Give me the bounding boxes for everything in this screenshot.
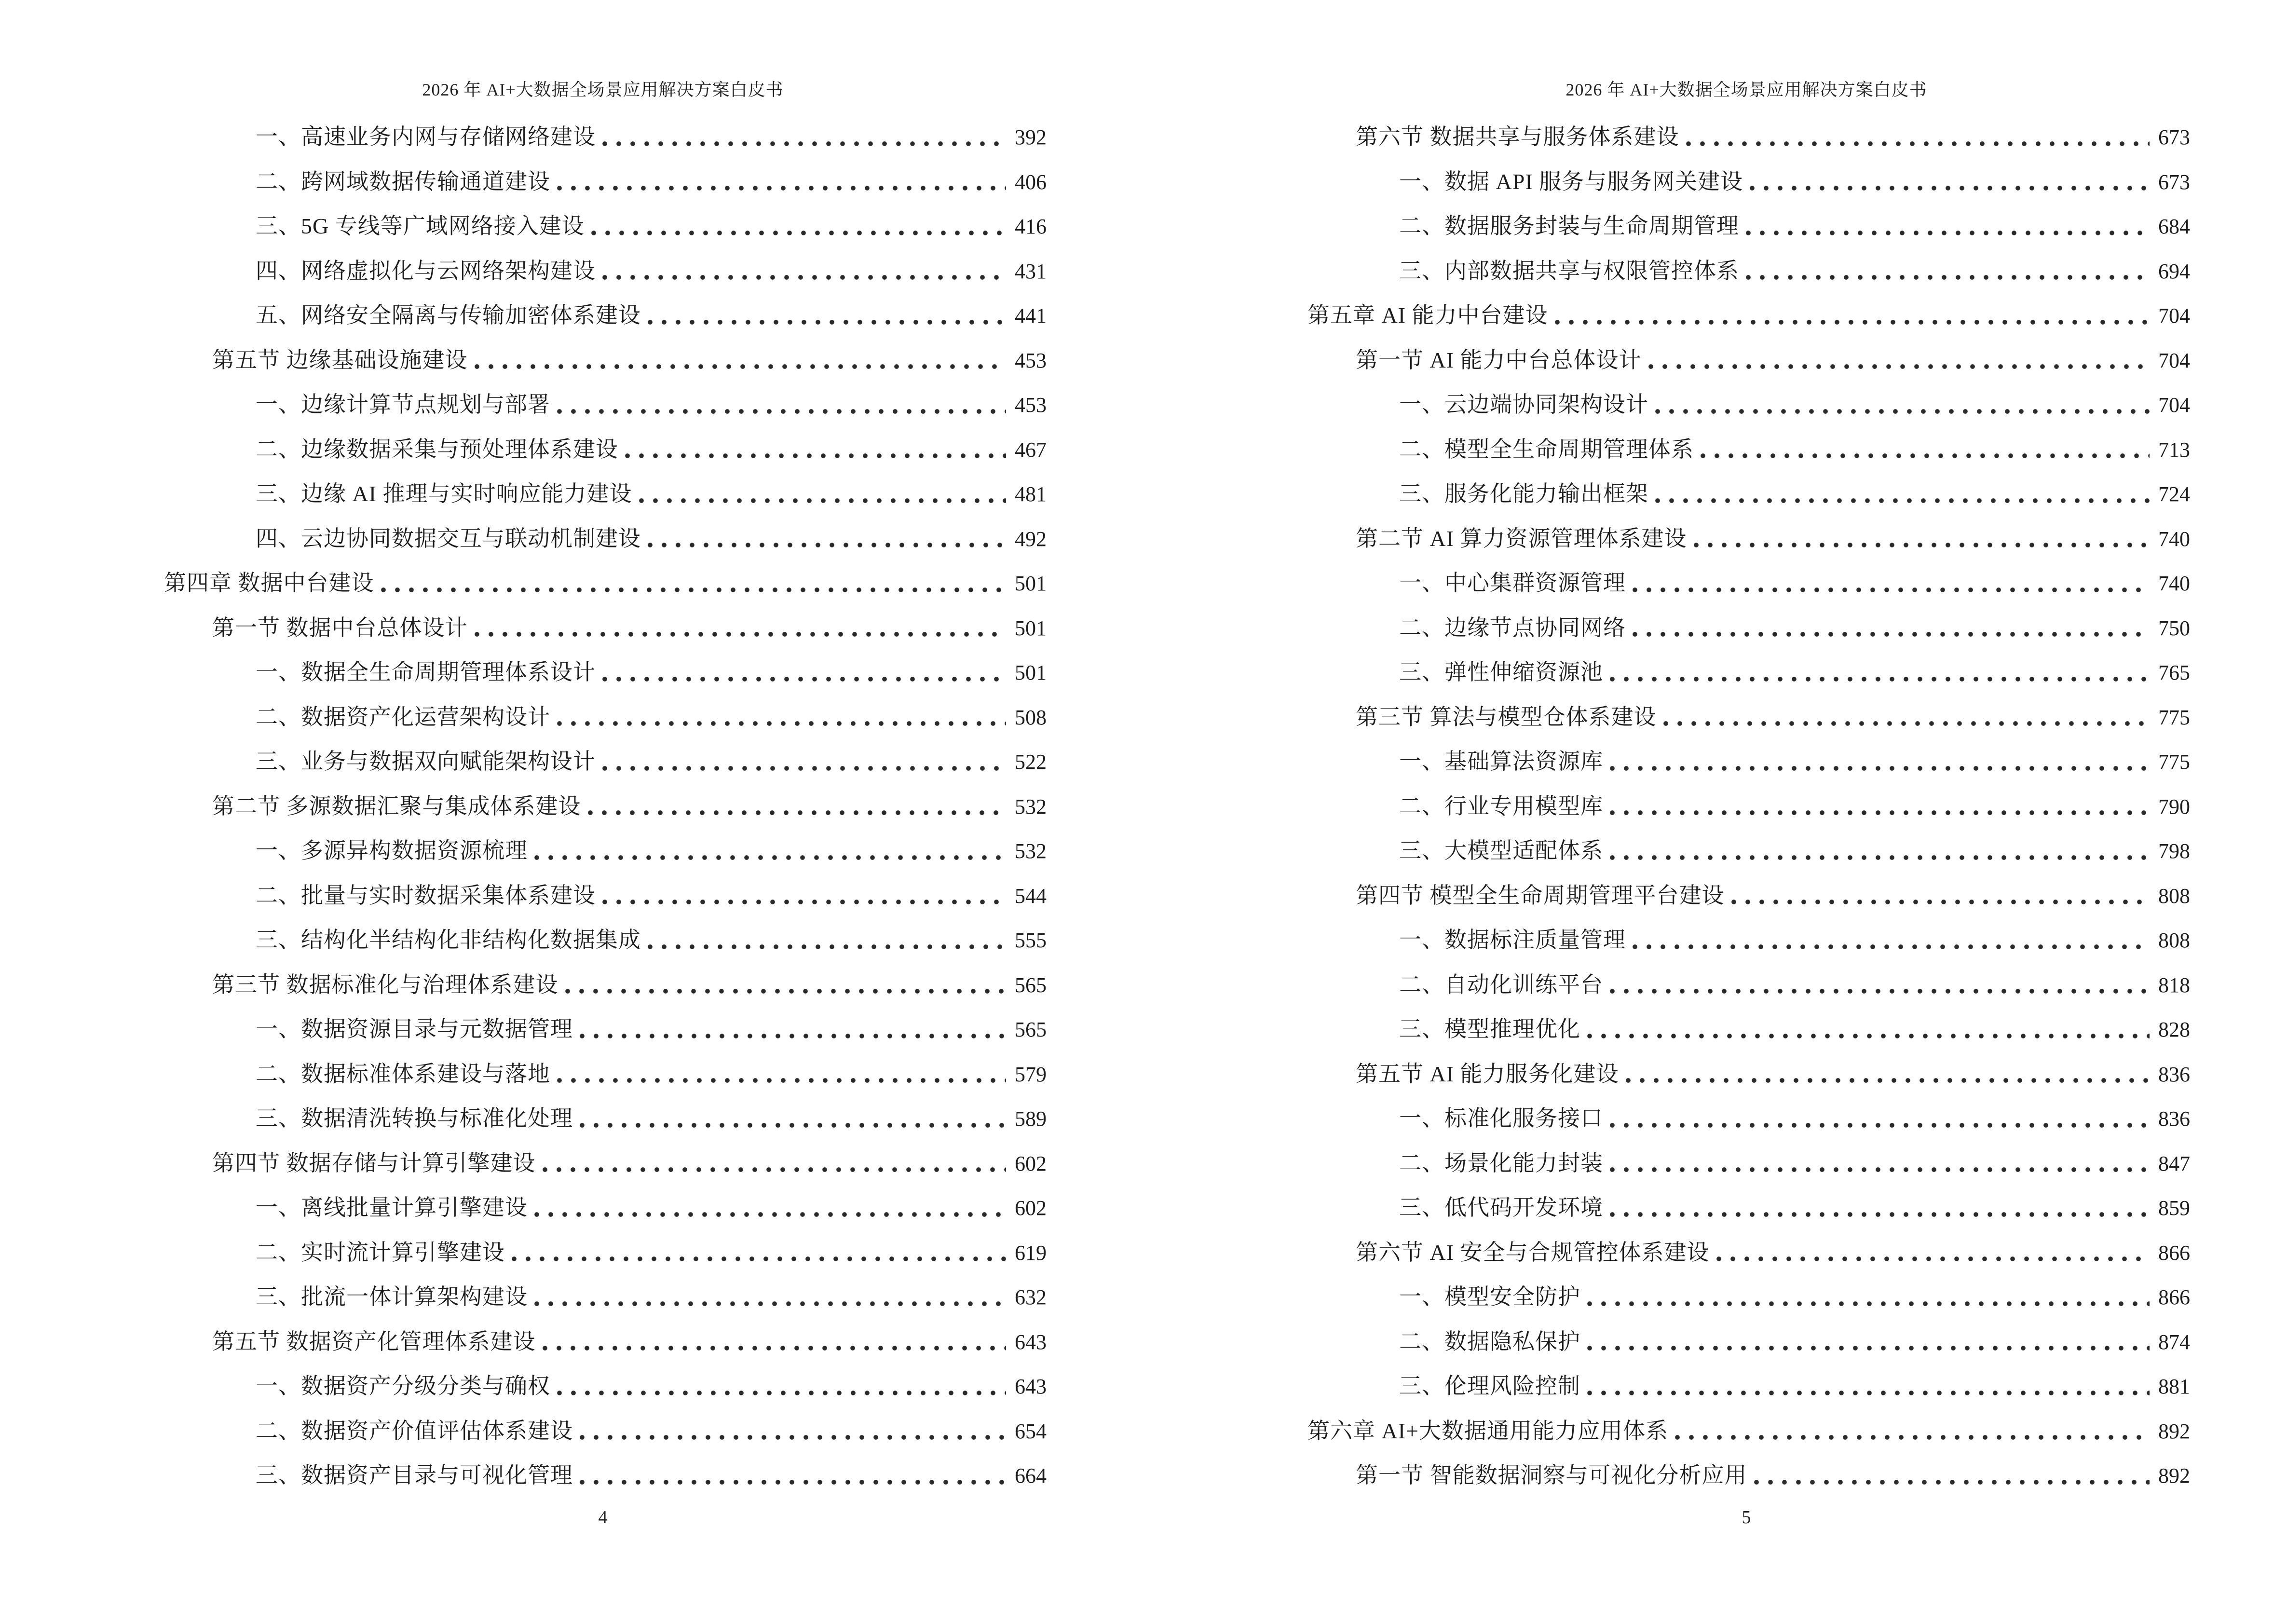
dot-leader <box>1610 988 2150 994</box>
toc-entry-page: 579 <box>1015 1062 1047 1086</box>
toc-entry[interactable] <box>1144 606 2287 651</box>
toc-entry-title: 二、行业专用模型库 <box>1399 793 1603 819</box>
toc-entry-title: 第二节 多源数据汇聚与集成体系建设 <box>212 793 581 819</box>
toc-entry-page: 619 <box>1015 1241 1047 1265</box>
toc-entry[interactable] <box>1144 1230 2287 1275</box>
toc-entry-title: 二、数据隐私保护 <box>1399 1329 1580 1354</box>
toc-entry-page: 643 <box>1015 1375 1047 1398</box>
toc-entry[interactable] <box>0 829 1144 873</box>
toc-entry[interactable] <box>0 1320 1144 1365</box>
toc-entry[interactable] <box>0 1052 1144 1097</box>
toc-entry[interactable] <box>1144 249 2287 294</box>
toc-entry-title: 一、数据资源目录与元数据管理 <box>256 1017 573 1041</box>
toc-entry-title: 三、大模型适配体系 <box>1399 838 1603 863</box>
dot-leader <box>648 319 1006 325</box>
dot-leader <box>1555 319 2150 325</box>
toc-entry[interactable] <box>1144 204 2287 249</box>
dot-leader <box>1610 855 2150 860</box>
dot-leader <box>580 1479 1006 1485</box>
toc-entry-page: 522 <box>1015 750 1047 774</box>
dot-leader <box>648 944 1006 950</box>
running-title: 2026 年 AI+大数据全场景应用解决方案白皮书 <box>1566 80 1927 99</box>
toc-page-right <box>1144 0 2287 1624</box>
toc-entry[interactable] <box>0 606 1144 651</box>
toc-entry-page: 643 <box>1015 1330 1047 1354</box>
toc-entry[interactable] <box>0 472 1144 517</box>
toc-entry[interactable] <box>1144 1364 2287 1409</box>
toc-entry-page: 704 <box>2158 348 2190 372</box>
toc-entry-title: 三、结构化半结构化非结构化数据集成 <box>256 928 641 952</box>
toc-entry-title: 三、弹性伸缩资源池 <box>1399 660 1603 684</box>
dot-leader <box>557 409 1006 414</box>
toc-entry[interactable] <box>1144 1141 2287 1186</box>
toc-entry-title: 三、数据资产目录与可视化管理 <box>256 1463 573 1488</box>
toc-entry-page: 501 <box>1015 661 1047 684</box>
toc-entry-title: 一、高速业务内网与存储网络建设 <box>256 124 596 149</box>
toc-entry-title: 第四节 数据存储与计算引擎建设 <box>212 1150 536 1175</box>
dot-leader <box>475 364 1007 369</box>
toc-entry-page: 790 <box>2158 794 2190 819</box>
toc-entry[interactable] <box>0 249 1144 294</box>
toc-entry-page: 501 <box>1015 616 1047 640</box>
toc-entry-page: 416 <box>1015 215 1047 238</box>
toc-entry-title: 一、基础算法资源库 <box>1399 749 1603 774</box>
toc-entry-title: 一、云边端协同架构设计 <box>1399 392 1648 417</box>
toc-entry-page: 602 <box>1015 1196 1047 1220</box>
toc-entry-title: 四、网络虚拟化与云网络架构建设 <box>256 258 596 283</box>
toc-entry[interactable] <box>0 873 1144 918</box>
toc-entry[interactable] <box>0 1186 1144 1230</box>
toc-entry-page: 684 <box>2158 215 2190 238</box>
toc-list-left <box>0 115 1144 1498</box>
toc-entry-title: 第六章 AI+大数据通用能力应用体系 <box>1307 1418 1668 1443</box>
toc-entry[interactable] <box>0 1364 1144 1409</box>
toc-entry-page: 602 <box>1015 1151 1047 1175</box>
toc-entry-page: 808 <box>2158 884 2190 908</box>
toc-entry[interactable] <box>0 561 1144 606</box>
toc-entry-title: 二、批量与实时数据采集体系建设 <box>256 883 596 908</box>
toc-entry[interactable] <box>1144 382 2287 427</box>
dot-leader <box>534 1301 1006 1307</box>
toc-entry[interactable] <box>1144 293 2287 338</box>
toc-entry-page: 798 <box>2158 839 2190 863</box>
toc-entry-page: 836 <box>2158 1062 2190 1086</box>
dot-leader <box>1610 810 2150 816</box>
dot-leader <box>1746 274 2150 280</box>
dot-leader <box>543 1167 1007 1173</box>
toc-entry-page: 866 <box>2158 1285 2190 1309</box>
toc-entry[interactable] <box>0 160 1144 205</box>
dot-leader <box>1754 1479 2150 1485</box>
page-number-footer: 4 <box>598 1507 608 1528</box>
toc-entry[interactable] <box>1144 1096 2287 1141</box>
toc-entry-title: 第三节 数据标准化与治理体系建设 <box>212 972 558 997</box>
toc-entry-page: 750 <box>2158 616 2190 640</box>
toc-entry-title: 二、边缘数据采集与预处理体系建设 <box>256 437 618 462</box>
toc-entry-page: 881 <box>2158 1375 2190 1398</box>
toc-entry-title: 第四节 模型全生命周期管理平台建设 <box>1356 883 1725 908</box>
toc-entry[interactable] <box>0 338 1144 383</box>
toc-entry-page: 544 <box>1015 884 1047 908</box>
dot-leader <box>1587 1301 2150 1307</box>
toc-entry-title: 三、模型推理优化 <box>1399 1017 1580 1041</box>
dot-leader <box>1610 676 2150 682</box>
toc-entry-page: 441 <box>1015 304 1047 328</box>
toc-entry[interactable] <box>1144 650 2287 695</box>
toc-entry[interactable] <box>1144 1453 2287 1498</box>
toc-entry-page: 555 <box>1015 928 1047 952</box>
dot-leader <box>1633 631 2150 637</box>
toc-entry-page: 501 <box>1015 572 1047 595</box>
toc-entry-title: 一、中心集群资源管理 <box>1399 571 1626 595</box>
dot-leader <box>1663 721 2150 726</box>
toc-entry-title: 三、5G 专线等广域网络接入建设 <box>256 214 585 238</box>
toc-entry[interactable] <box>1144 160 2287 205</box>
toc-entry-page: 828 <box>2158 1018 2190 1041</box>
toc-entry[interactable] <box>0 517 1144 561</box>
dot-leader <box>580 1122 1006 1128</box>
dot-leader <box>557 1390 1006 1396</box>
toc-entry-title: 二、数据服务封装与生命周期管理 <box>1399 214 1739 238</box>
toc-entry-page: 632 <box>1015 1285 1047 1309</box>
dot-leader <box>1610 1212 2150 1217</box>
dot-leader <box>591 230 1006 236</box>
toc-entry[interactable] <box>1144 784 2287 829</box>
dot-leader <box>1746 230 2150 236</box>
toc-entry-page: 847 <box>2158 1151 2190 1175</box>
toc-entry-page: 765 <box>2158 661 2190 684</box>
toc-entry[interactable] <box>1144 829 2287 873</box>
toc-entry[interactable] <box>0 382 1144 427</box>
toc-entry-page: 654 <box>1015 1419 1047 1443</box>
toc-entry-page: 859 <box>2158 1196 2190 1220</box>
dot-leader <box>1633 944 2150 950</box>
toc-entry[interactable] <box>1144 1052 2287 1097</box>
toc-entry-title: 五、网络安全隔离与传输加密体系建设 <box>256 303 641 328</box>
toc-entry-title: 第五节 数据资产化管理体系建设 <box>212 1329 536 1354</box>
dot-leader <box>1587 1033 2150 1039</box>
dot-leader <box>557 721 1006 726</box>
toc-entry[interactable] <box>0 1453 1144 1498</box>
toc-entry-title: 二、跨网域数据传输通道建设 <box>256 169 550 194</box>
toc-entry-title: 二、模型全生命周期管理体系 <box>1399 437 1694 462</box>
toc-entry-title: 一、数据资产分级分类与确权 <box>256 1374 550 1398</box>
toc-entry-page: 808 <box>2158 928 2190 952</box>
dot-leader <box>602 141 1006 147</box>
toc-entry-title: 三、业务与数据双向赋能架构设计 <box>256 749 596 774</box>
toc-entry-page: 664 <box>1015 1464 1047 1488</box>
toc-entry[interactable] <box>0 918 1144 963</box>
toc-entry-page: 589 <box>1015 1107 1047 1131</box>
toc-entry-title: 第二节 AI 算力资源管理体系建设 <box>1356 526 1687 551</box>
dot-leader <box>1587 1345 2150 1351</box>
dot-leader <box>1655 409 2150 414</box>
dot-leader <box>565 988 1007 994</box>
toc-entry[interactable] <box>0 115 1144 160</box>
toc-entry-title: 二、数据资产价值评估体系建设 <box>256 1418 573 1443</box>
toc-entry-title: 二、场景化能力封装 <box>1399 1150 1603 1175</box>
dot-leader <box>1610 1167 2150 1173</box>
toc-entry[interactable] <box>1144 1409 2287 1454</box>
dot-leader <box>1731 899 2150 905</box>
toc-entry[interactable] <box>0 1230 1144 1275</box>
toc-entry-title: 第三节 算法与模型仓体系建设 <box>1356 704 1657 729</box>
dot-leader <box>1610 1122 2150 1128</box>
toc-entry-title: 第五章 AI 能力中台建设 <box>1307 303 1548 328</box>
toc-entry-page: 406 <box>1015 170 1047 194</box>
dot-leader <box>1610 765 2150 771</box>
toc-entry-page: 892 <box>2158 1419 2190 1443</box>
toc-entry[interactable] <box>0 784 1144 829</box>
dot-leader <box>1633 587 2150 593</box>
dot-leader <box>580 1033 1006 1039</box>
page-number-footer: 5 <box>1742 1507 1751 1528</box>
toc-entry-page: 704 <box>2158 304 2190 328</box>
dot-leader <box>1750 185 2150 191</box>
toc-entry[interactable] <box>0 1409 1144 1454</box>
toc-entry-title: 二、数据资产化运营架构设计 <box>256 704 550 729</box>
dot-leader <box>588 810 1007 816</box>
toc-entry-title: 一、离线批量计算引擎建设 <box>256 1195 528 1220</box>
toc-entry-title: 二、自动化训练平台 <box>1399 972 1603 997</box>
toc-entry-page: 431 <box>1015 259 1047 283</box>
dot-leader <box>625 453 1006 459</box>
toc-entry[interactable] <box>0 739 1144 784</box>
toc-entry-page: 694 <box>2158 259 2190 283</box>
toc-entry-page: 866 <box>2158 1241 2190 1265</box>
toc-entry[interactable] <box>0 427 1144 472</box>
toc-entry-page: 740 <box>2158 572 2190 595</box>
toc-entry-page: 467 <box>1015 437 1047 462</box>
toc-entry[interactable] <box>0 1007 1144 1052</box>
toc-entry-title: 二、边缘节点协同网络 <box>1399 615 1626 640</box>
toc-entry-page: 453 <box>1015 348 1047 372</box>
toc-entry-title: 一、模型安全防护 <box>1399 1284 1580 1309</box>
dot-leader <box>557 1078 1006 1083</box>
toc-entry[interactable] <box>1144 918 2287 963</box>
toc-entry-page: 724 <box>2158 482 2190 506</box>
dot-leader <box>602 274 1006 280</box>
toc-entry-page: 565 <box>1015 1018 1047 1041</box>
dot-leader <box>557 185 1006 191</box>
toc-entry-page: 892 <box>2158 1464 2190 1488</box>
toc-entry-page: 775 <box>2158 750 2190 774</box>
dot-leader <box>1626 1078 2150 1083</box>
dot-leader <box>1675 1434 2150 1440</box>
toc-entry-page: 453 <box>1015 393 1047 417</box>
toc-entry[interactable] <box>1144 695 2287 740</box>
dot-leader <box>1694 542 2150 548</box>
toc-list-right <box>1144 115 2287 1498</box>
toc-entry-title: 三、服务化能力输出框架 <box>1399 481 1648 506</box>
toc-entry-title: 一、边缘计算节点规划与部署 <box>256 392 550 417</box>
dot-leader <box>534 855 1006 860</box>
toc-entry-page: 532 <box>1015 839 1047 863</box>
toc-entry-title: 三、内部数据共享与权限管控体系 <box>1399 258 1739 283</box>
toc-entry-page: 775 <box>2158 705 2190 729</box>
toc-entry-title: 第六节 数据共享与服务体系建设 <box>1356 124 1679 149</box>
toc-entry-title: 一、多源异构数据资源梳理 <box>256 838 528 863</box>
toc-entry[interactable] <box>1144 1186 2287 1230</box>
toc-entry[interactable] <box>1144 115 2287 160</box>
toc-entry-title: 三、低代码开发环境 <box>1399 1195 1603 1220</box>
dot-leader <box>543 1345 1007 1351</box>
toc-entry-page: 673 <box>2158 170 2190 194</box>
dot-leader <box>1648 364 2150 369</box>
toc-entry[interactable] <box>1144 517 2287 561</box>
toc-entry-page: 392 <box>1015 125 1047 149</box>
dot-leader <box>602 899 1006 905</box>
toc-entry-title: 第五节 边缘基础设施建设 <box>212 347 468 372</box>
toc-entry[interactable] <box>0 650 1144 695</box>
dot-leader <box>602 765 1006 771</box>
toc-entry[interactable] <box>0 293 1144 338</box>
toc-entry[interactable] <box>0 1141 1144 1186</box>
toc-entry-title: 第一节 智能数据洞察与可视化分析应用 <box>1356 1463 1747 1488</box>
dot-leader <box>381 587 1007 593</box>
toc-entry[interactable] <box>1144 1007 2287 1052</box>
toc-entry[interactable] <box>0 1275 1144 1320</box>
toc-entry-title: 一、标准化服务接口 <box>1399 1106 1603 1131</box>
toc-entry-title: 三、数据清洗转换与标准化处理 <box>256 1106 573 1131</box>
toc-entry[interactable] <box>1144 472 2287 517</box>
dot-leader <box>648 542 1006 548</box>
toc-entry-title: 第四章 数据中台建设 <box>164 571 374 595</box>
toc-entry-title: 三、批流一体计算架构建设 <box>256 1284 528 1309</box>
toc-entry[interactable] <box>0 963 1144 1008</box>
toc-entry-title: 二、数据标准体系建设与落地 <box>256 1061 550 1086</box>
toc-entry-page: 481 <box>1015 482 1047 506</box>
toc-entry[interactable] <box>1144 739 2287 784</box>
dot-leader <box>602 676 1006 682</box>
toc-entry-title: 二、实时流计算引擎建设 <box>256 1240 505 1265</box>
toc-entry-page: 713 <box>2158 437 2190 462</box>
toc-entry-title: 一、数据全生命周期管理体系设计 <box>256 660 596 684</box>
toc-entry-page: 565 <box>1015 973 1047 997</box>
toc-entry-page: 532 <box>1015 794 1047 819</box>
toc-entry[interactable] <box>1144 963 2287 1008</box>
toc-entry-title: 第六节 AI 安全与合规管控体系建设 <box>1356 1240 1710 1265</box>
toc-entry-title: 四、云边协同数据交互与联动机制建设 <box>256 526 641 551</box>
toc-entry-page: 740 <box>2158 527 2190 551</box>
dot-leader <box>475 631 1007 637</box>
toc-entry-title: 一、数据标注质量管理 <box>1399 928 1626 952</box>
dot-leader <box>1655 498 2150 504</box>
running-title: 2026 年 AI+大数据全场景应用解决方案白皮书 <box>422 80 784 99</box>
toc-entry[interactable] <box>1144 427 2287 472</box>
toc-entry-page: 704 <box>2158 393 2190 417</box>
dot-leader <box>512 1256 1006 1262</box>
toc-entry[interactable] <box>0 695 1144 740</box>
dot-leader <box>639 498 1006 504</box>
toc-entry-title: 第五节 AI 能力服务化建设 <box>1356 1061 1619 1086</box>
toc-entry-page: 818 <box>2158 973 2190 997</box>
toc-entry-page: 673 <box>2158 125 2190 149</box>
dot-leader <box>580 1434 1006 1440</box>
toc-entry[interactable] <box>0 204 1144 249</box>
toc-entry[interactable] <box>1144 1275 2287 1320</box>
dot-leader <box>1701 453 2150 459</box>
toc-entry[interactable] <box>1144 873 2287 918</box>
toc-entry-title: 三、边缘 AI 推理与实时响应能力建设 <box>256 481 632 506</box>
toc-entry[interactable] <box>1144 561 2287 606</box>
toc-entry[interactable] <box>1144 1320 2287 1365</box>
dot-leader <box>1716 1256 2150 1262</box>
dot-leader <box>1587 1390 2150 1396</box>
dot-leader <box>534 1212 1006 1217</box>
toc-entry-page: 508 <box>1015 705 1047 729</box>
toc-entry[interactable] <box>1144 338 2287 383</box>
toc-entry-page: 836 <box>2158 1107 2190 1131</box>
toc-entry-title: 三、伦理风险控制 <box>1399 1374 1580 1398</box>
toc-entry-title: 第一节 数据中台总体设计 <box>212 615 468 640</box>
toc-entry-title: 第一节 AI 能力中台总体设计 <box>1356 347 1642 372</box>
toc-entry-title: 一、数据 API 服务与服务网关建设 <box>1399 169 1743 194</box>
toc-entry-page: 492 <box>1015 527 1047 551</box>
dot-leader <box>1686 141 2150 147</box>
toc-entry[interactable] <box>0 1096 1144 1141</box>
toc-entry-page: 874 <box>2158 1330 2190 1354</box>
